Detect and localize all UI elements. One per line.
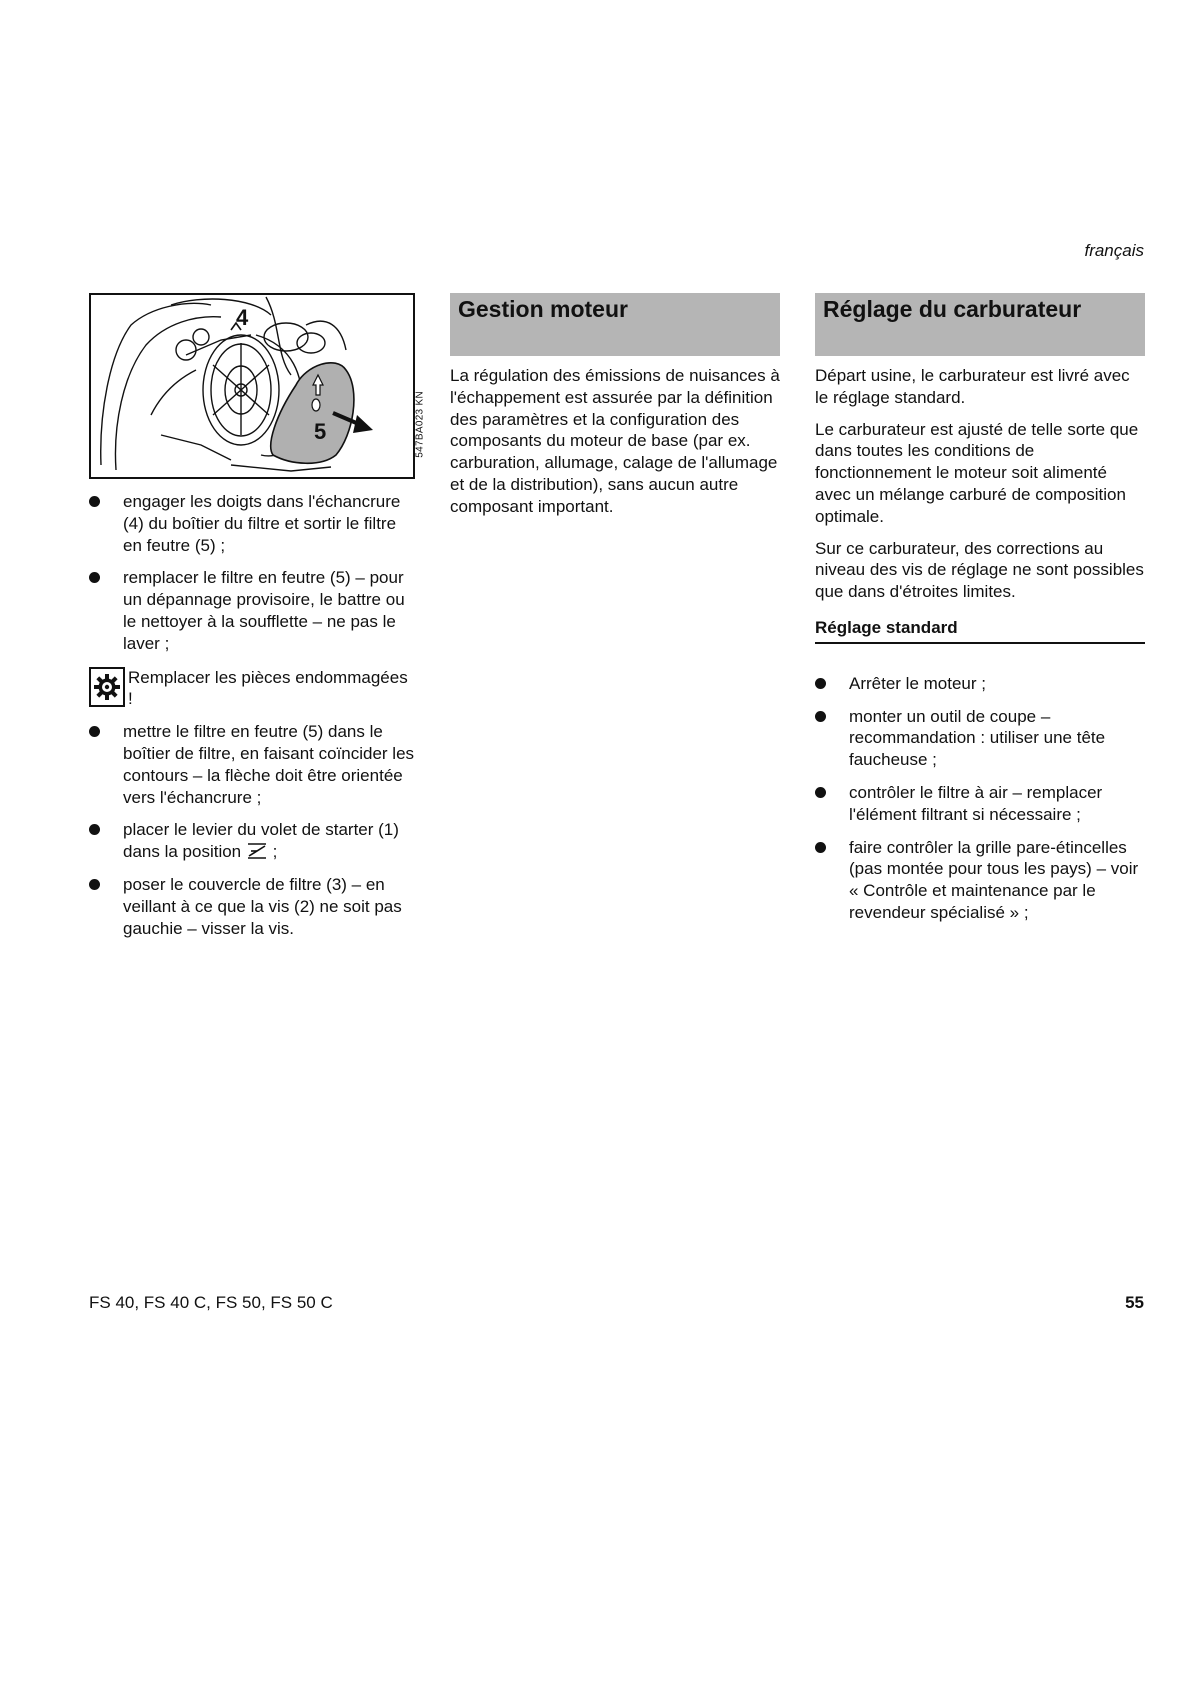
page-number: 55 [1125, 1293, 1144, 1312]
bullet-icon [815, 678, 826, 689]
list-item: monter un outil de coupe – recommandation : utiliser une tête faucheuse ; [815, 706, 1145, 771]
choke-symbol-icon [246, 842, 268, 860]
carburateur-paragraph-1: Départ usine, le carburateur est livré avec le réglage standard. [815, 366, 1130, 407]
list-item: mettre le filtre en feutre (5) dans le boîtier de filtre, en faisant coïncider les contours – la flèche doit être orientée vers l'échancrure ; [89, 721, 417, 808]
bullet-icon [815, 787, 826, 798]
list-item: Arrêter le moteur ; [815, 673, 1145, 695]
subheading-reglage-standard: Réglage standard [815, 617, 1145, 644]
bullet-icon [815, 711, 826, 722]
filter-steps-list-a [89, 491, 417, 655]
figure-label-4: 4 [236, 305, 249, 330]
section-heading-reglage-carburateur: Réglage du carburateur [815, 293, 1145, 356]
bullet-icon [815, 842, 826, 853]
middle-column [450, 293, 780, 528]
bullet-icon [89, 824, 100, 835]
figure-code: 547BA023 KN [415, 391, 426, 458]
list-item: poser le couvercle de filtre (3) – en veillant à ce que la vis (2) ne soit pas gauchie – visser la vis. [89, 874, 417, 939]
reglage-standard-list [815, 673, 1145, 924]
filter-steps-list-b [89, 721, 417, 939]
bullet-icon [89, 879, 100, 890]
air-filter-drawing [91, 295, 413, 477]
maintenance-note [89, 667, 417, 711]
note-text: Remplacer les pièces endommagées ! [128, 667, 408, 709]
carburateur-paragraph-3: Sur ce carburateur, des corrections au niveau des vis de réglage ne sont possibles que dans d'étroites limites. [815, 538, 1144, 602]
gestion-moteur-paragraph: La régulation des émissions de nuisances à l'échappement est assurée par la définition des paramètres et la configuration des composants du moteur de base (par ex. carburation, allumage, calage de l'allumage et de la distribution), sans aucun autre composant important. [450, 366, 780, 516]
list-item: contrôler le filtre à air – remplacer l'élément filtrant si nécessaire ; [815, 782, 1145, 826]
list-item: placer le levier du volet de starter (1) dans la position ; [89, 819, 417, 863]
right-column [815, 293, 1145, 935]
bullet-icon [89, 726, 100, 737]
carburateur-paragraph-2: Le carburateur est ajusté de telle sorte que dans toutes les conditions de fonctionnement le moteur soit alimenté avec un mélange carburé de composition optimale. [815, 419, 1139, 526]
list-item: engager les doigts dans l'échancrure (4) du boîtier du filtre et sortir le filtre en feutre (5) ; [89, 491, 417, 556]
list-item: faire contrôler la grille pare-étincelles (pas montée pour tous les pays) – voir « Contrôle et maintenance par le revendeur spécialisé » ; [815, 837, 1145, 924]
air-filter-illustration [89, 293, 426, 479]
bullet-icon [89, 572, 100, 583]
section-heading-gestion-moteur: Gestion moteur [450, 293, 780, 356]
bullet-icon [89, 496, 100, 507]
gear-icon [89, 667, 125, 707]
footer-models: FS 40, FS 40 C, FS 50, FS 50 C [89, 1293, 333, 1312]
language-label: français [1084, 241, 1144, 260]
left-column [89, 293, 426, 950]
list-item: remplacer le filtre en feutre (5) – pour un dépannage provisoire, le battre ou le nettoyer à la soufflette – ne pas le laver ; [89, 567, 417, 654]
figure-label-5: 5 [314, 419, 327, 444]
